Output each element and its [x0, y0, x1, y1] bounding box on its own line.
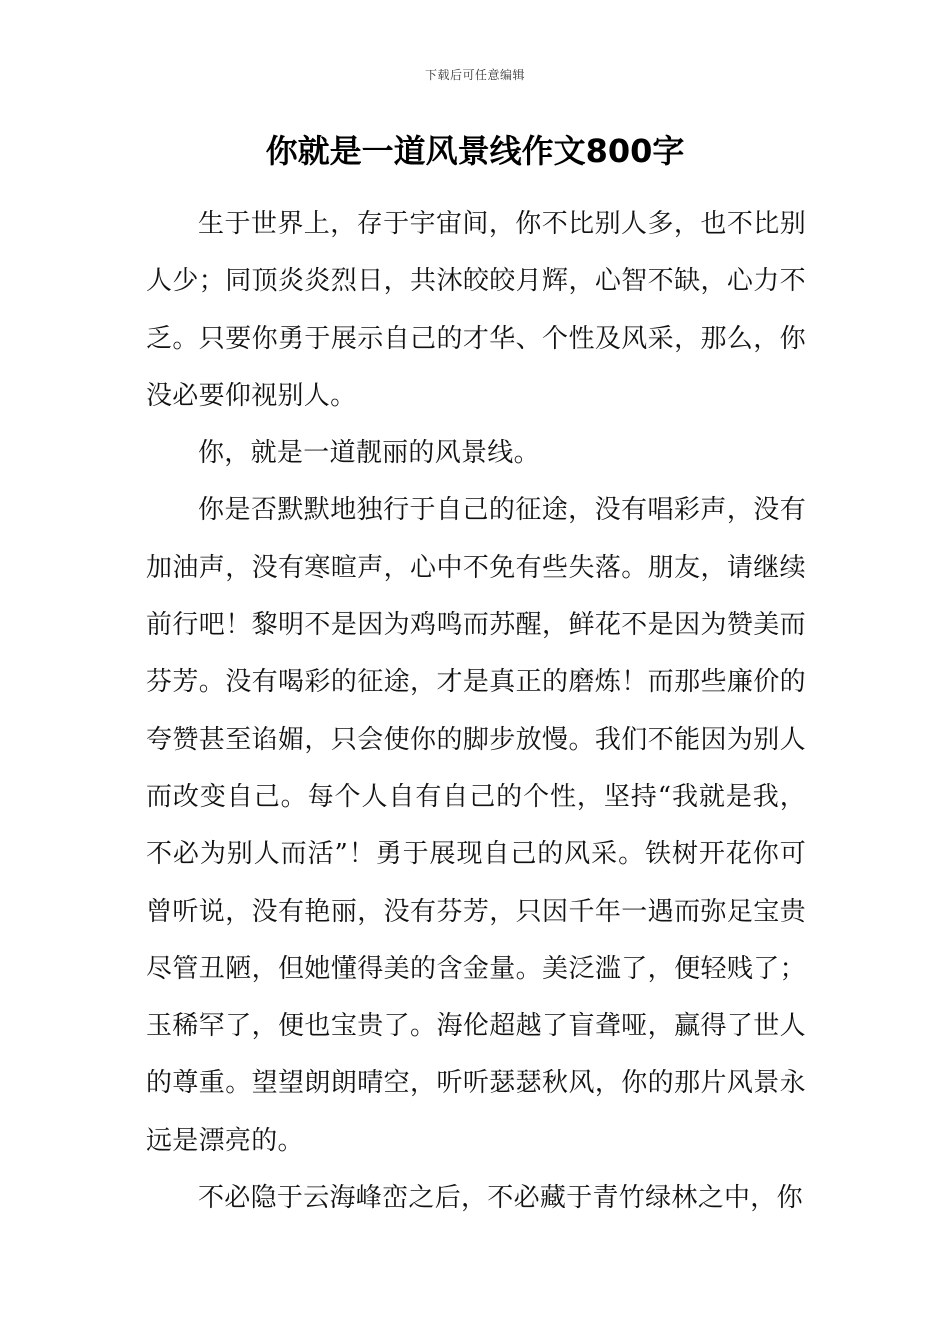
paragraph-1: 生于世界上，存于宇宙间，你不比别人多，也不比别人少；同顶炎炎烈日，共沐皎皎月辉，心智不缺，心力不乏。只要你勇于展示自己的才华、个性及风采，那么，你没必要仰视别人。: [146, 209, 806, 411]
document-title: 你就是一道风景线作文800字: [265, 132, 685, 170]
paragraph-4: 不必隐于云海峰峦之后，不必藏于青竹绿林之中，你: [198, 1183, 803, 1214]
header-note: 下载后可任意编辑: [424, 68, 525, 82]
paragraph-2: 你，就是一道靓丽的风景线。: [198, 438, 540, 469]
document-body: [146, 196, 806, 1227]
paragraph-3: 你是否默默地独行于自己的征途，没有唱彩声，没有加油声，没有寒暄声，心中不免有些失落。朋友，请继续前行吧！黎明不是因为鸡鸣而苏醒，鲜花不是因为赞美而芬芳。没有喝彩的征途，才是真正的磨炼！而那些廉价的夸赞甚至谄媚，只会使你的脚步放慢。我们不能因为别人而改变自己。每个人自有自己的个性，坚持“我就是我，不必为别人而活”！勇于展现自己的风采。铁树开花你可曾听说，没有艳丽，没有芬芳，只因千年一遇而弥足宝贵尽管丑陋，但她懂得美的含金量。美泛滥了，便轻贱了；玉稀罕了，便也宝贵了。海伦超越了盲聋哑，赢得了世人的尊重。望望朗朗晴空，听听瑟瑟秋风，你的那片风景永远是漂亮的。: [146, 495, 806, 1156]
